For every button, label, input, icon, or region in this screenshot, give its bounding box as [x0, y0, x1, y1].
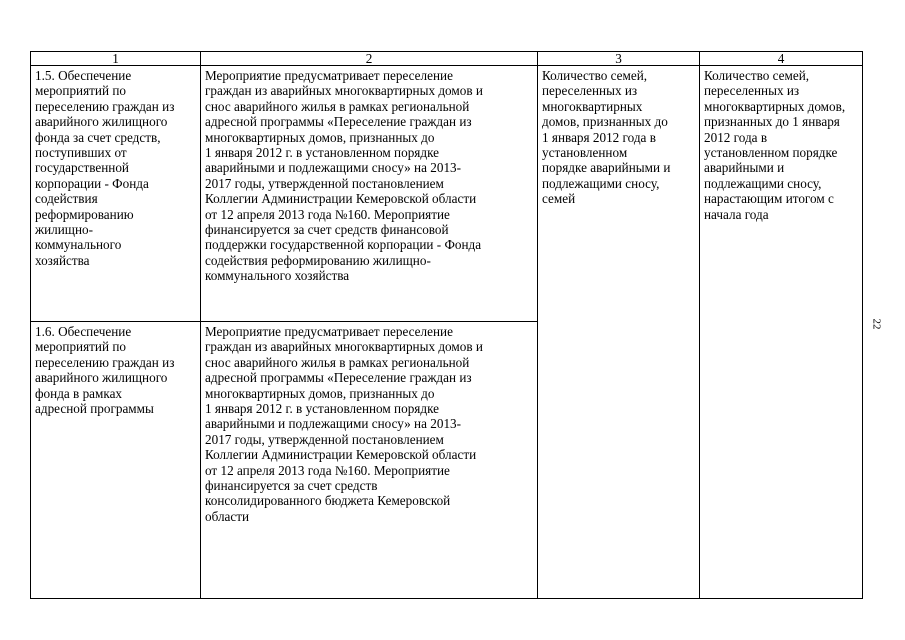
- header-col-1: 1: [31, 52, 201, 66]
- row-1-5-title-cell: [31, 66, 201, 322]
- row-1-5-description-cell: [201, 66, 538, 322]
- row-1-6-description: Мероприятие предусматривает переселение граждан из аварийных многоквартирных домов и снос аварийного жилья в рамках региональной адресной программы «Переселение граждан из многоквартирных домов, признанных до 1 января 2012 г. в установленном порядке аварийными и подлежащими сносу» на 2013- 2017 годы, утвержденной постановлением Коллегии Администрации Кемеровской области от 12 апреля 2013 года №160. Мероприятие финансируется за счет средств консолидированного бюджета Кемеровской области: [205, 324, 483, 524]
- header-col-2: 2: [201, 52, 538, 66]
- row-1-5-description: Мероприятие предусматривает переселение граждан из аварийных многоквартирных домов и снос аварийного жилья в рамках региональной адресной программы «Переселение граждан из многоквартирных домов, признанных до 1 января 2012 г. в установленном порядке аварийными и подлежащими сносу» на 2013- 2017 годы, утвержденной постановлением Коллегии Администрации Кемеровской области от 12 апреля 2013 года №160. Мероприятие финансируется за счет средств финансовой поддержки государственной корпорации - Фонда содействия реформированию жилищно- коммунального хозяйства: [205, 68, 483, 284]
- indicator-text: Количество семей, переселенных из многоквартирных домов, признанных до 1 января 2012 года в установленном порядке аварийными и подлежащими сносу, семей: [542, 68, 671, 207]
- document-table: [30, 51, 863, 599]
- row-1-6-title-cell: [31, 322, 201, 599]
- row-1-5-title: 1.5. Обеспечение мероприятий по переселению граждан из аварийного жилищного фонда за счет средств, поступивших от государственной корпорации - Фонда содействия реформированию жилищно- коммунального хозяйства: [35, 68, 175, 268]
- row-1-6-title: 1.6. Обеспечение мероприятий по переселению граждан из аварийного жилищного фонда в рамках адресной программы: [35, 324, 175, 417]
- table-row: [31, 66, 863, 322]
- indicator-cell: [538, 66, 700, 599]
- header-col-4: 4: [700, 52, 863, 66]
- page-number: 22: [870, 318, 883, 330]
- table-header-row: [31, 52, 863, 66]
- indicator-cumulative-text: Количество семей, переселенных из многоквартирных домов, признанных до 1 января 2012 года в установленном порядке аварийными и подлежащими сносу, нарастающим итогом с начала года: [704, 68, 846, 222]
- row-1-6-description-cell: [201, 322, 538, 599]
- indicator-cumulative-cell: [700, 66, 863, 599]
- header-col-3: 3: [538, 52, 700, 66]
